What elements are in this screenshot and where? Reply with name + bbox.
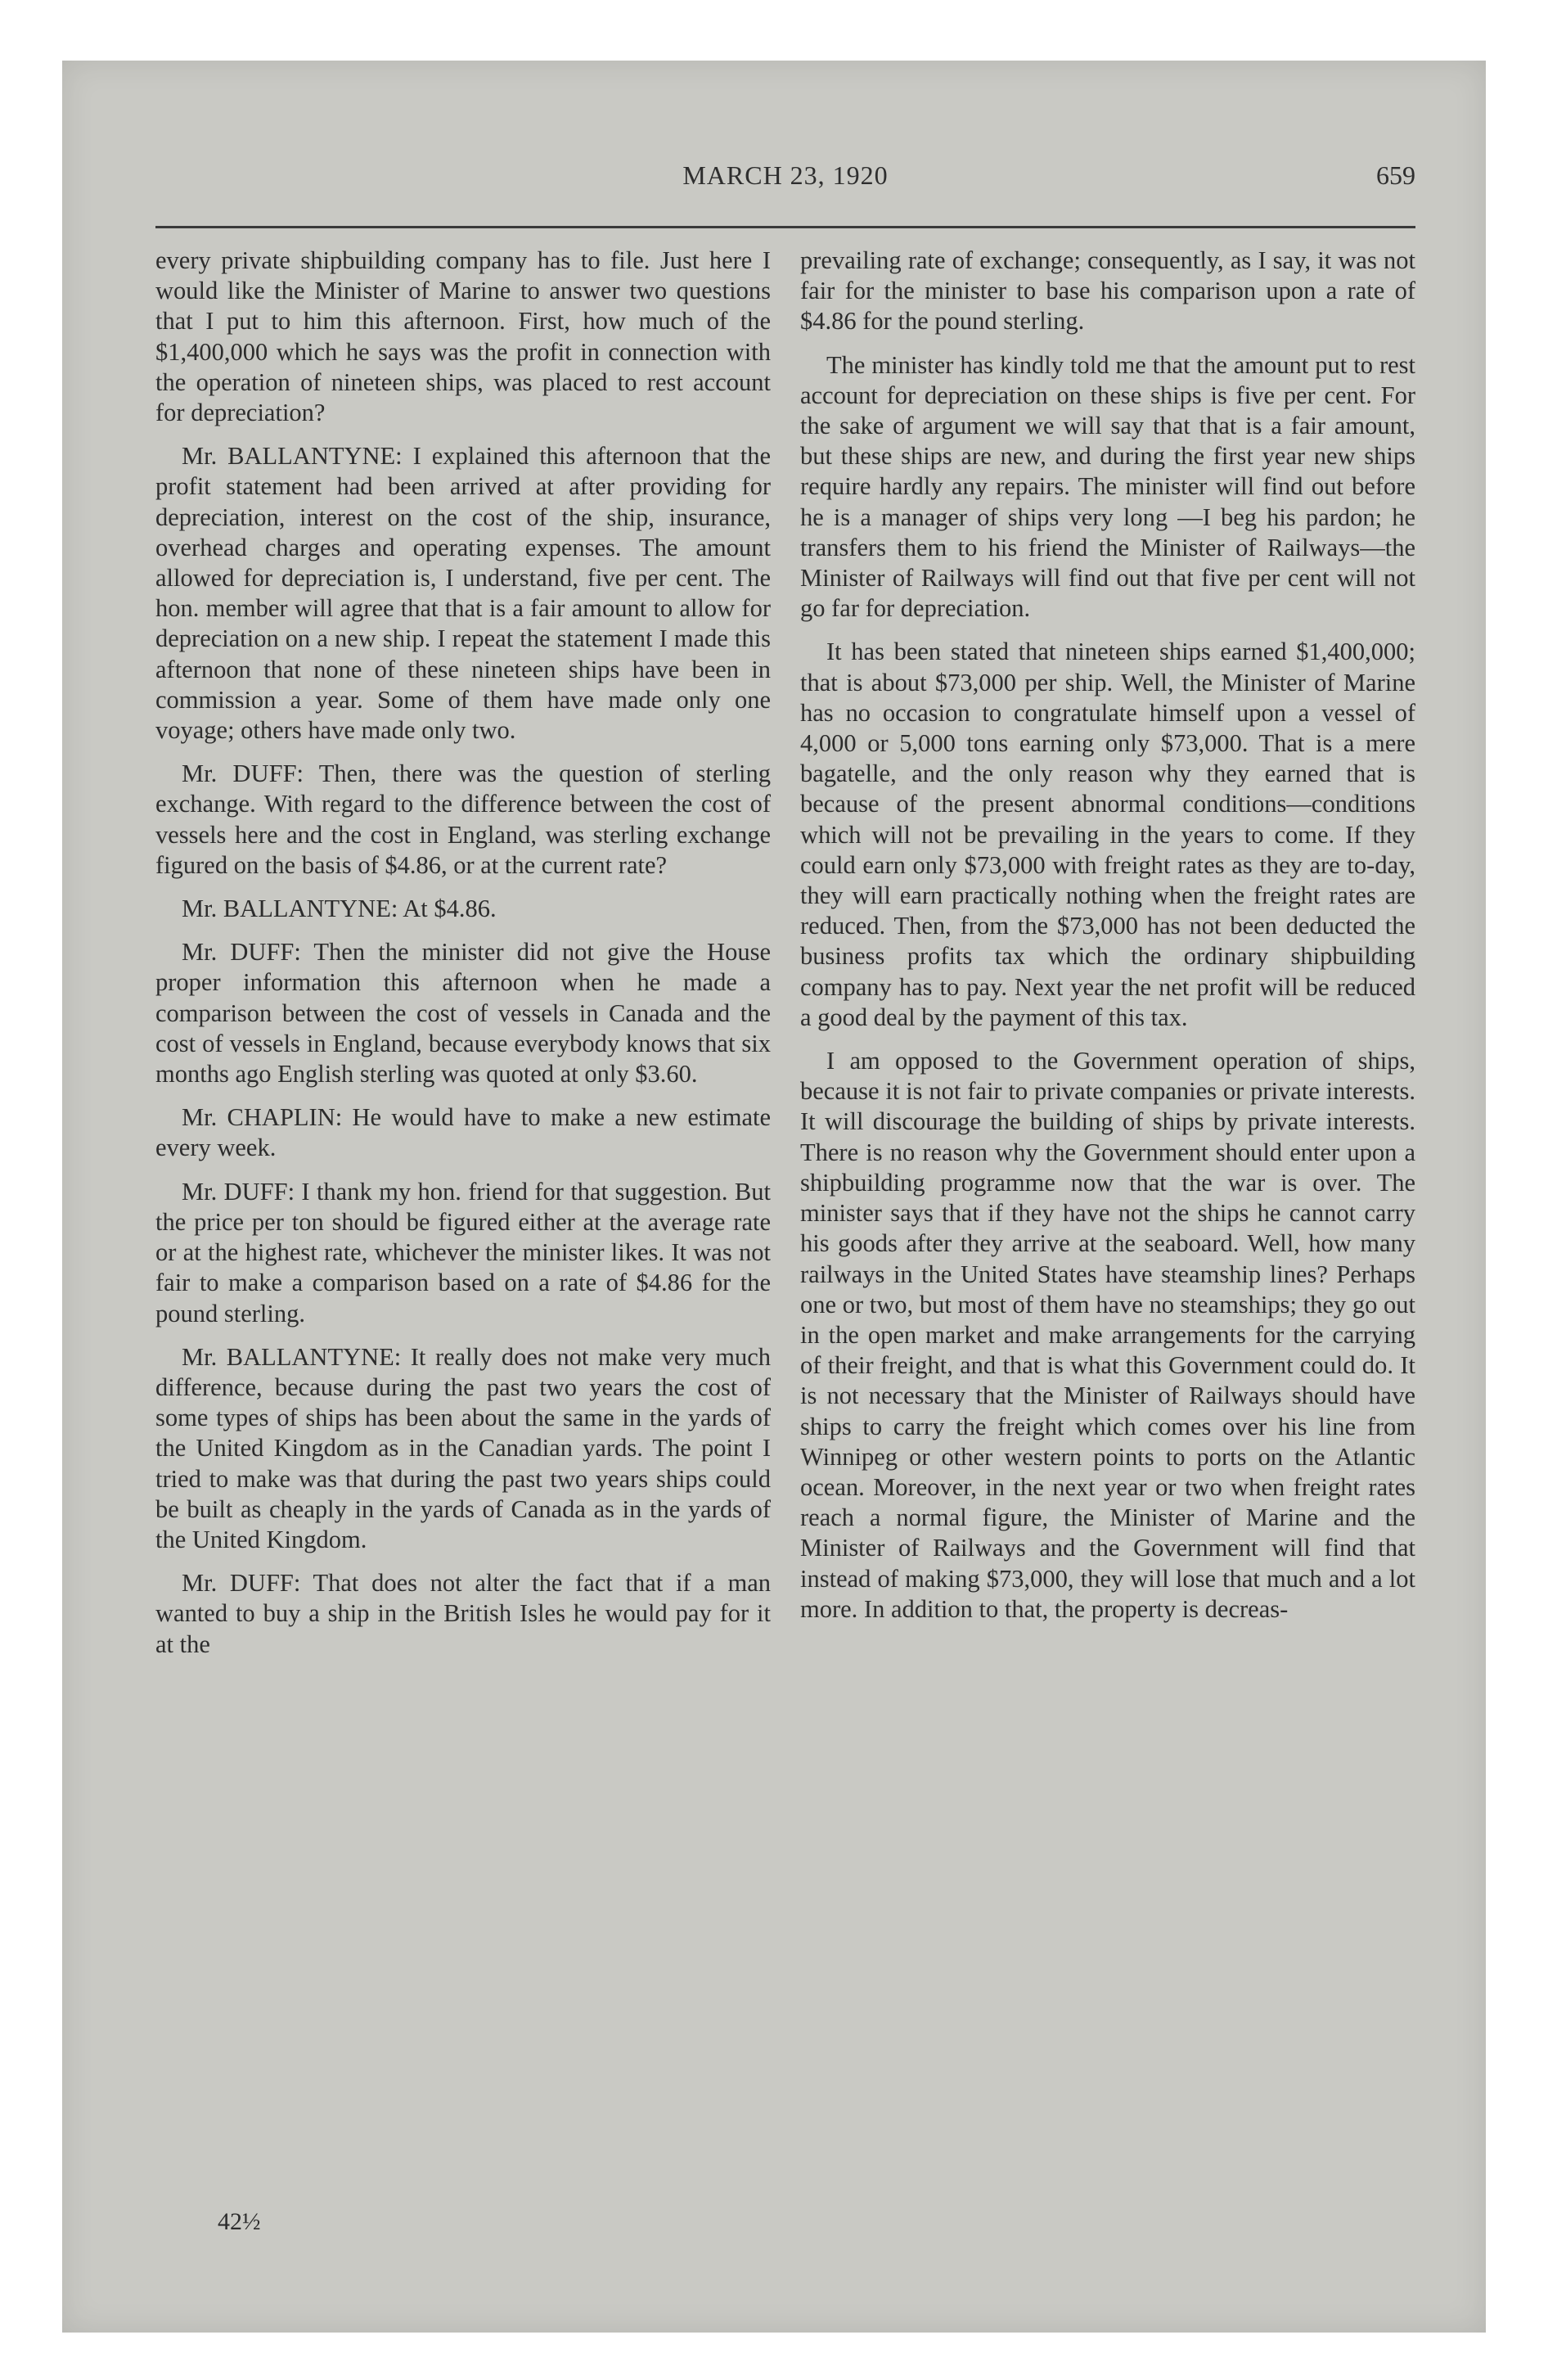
header-date: MARCH 23, 1920 [682,160,889,190]
paragraph: Mr. DUFF: That does not alter the fact that if a man wanted to buy a ship in the British Isles he would pay for it at the [155,1569,771,1658]
paragraph: prevailing rate of exchange; consequently, as I say, it was not fair for the minister to base his comparison upon a rate of $4.86 for the pound sterling. [800,246,1415,336]
left-column [155,246,771,1673]
paragraph: It has been stated that nineteen ships earned $1,400,000; that is about $73,000 per ship. Well, the Minister of Marine has no occasion to congratulate himself upon a vessel of 4,000 or 5,000 tons earning only $73,000. That is a mere bagatelle, and the only reason why they earned that is because of the present abnormal conditions—conditions which will not be prevailing in the years to come. If they could earn only $73,000 with freight rates as they are to-day, they will earn practically nothing when the freight rates are reduced. Then, from the $73,000 has not been deducted the business profits tax which the ordinary shipbuilding company has to pay. Next year the net profit will be reduced a good deal by the payment of this tax. [800,638,1415,1031]
paragraph: Mr. BALLANTYNE: At $4.86. [182,895,497,923]
paragraph: Mr. CHAPLIN: He would have to make a new estimate every week. [155,1103,771,1162]
page-number: 659 [1376,160,1415,190]
page-header [155,160,1415,210]
right-column [800,246,1415,1638]
paragraph: Mr. BALLANTYNE: It really does not make very much difference, because during the past two years the cost of some types of ships has been about the same in the yards of the United Kingdom as in the Canadian yards. The point I tried to make was that during the past two years ships could be built as cheaply in the yards of Canada as in the yards of the United Kingdom. [155,1342,771,1553]
header-rule [155,226,1415,228]
paragraph: Mr. DUFF: Then the minister did not give the House proper information this afternoon when he made a comparison between the cost of vessels in Canada and the cost of vessels in England, because everybody knows that six months ago English sterling was quoted at only $3.60. [155,938,771,1089]
paragraph: I am opposed to the Government operation of ships, because it is not fair to private companies or private interests. It will discourage the building of ships by private interests. There is no reason why the Government should enter upon a shipbuilding programme now that the war is over. The minister says that if they have not the ships he cannot carry his goods after they arrive at the seaboard. Well, how many railways in the United States have steamship lines? Perhaps one or two, but most of them have no steamships; they go out in the open market and make arrangements for the carrying of their freight, and that is what this Government could do. It is not necessary that the Minister of Railways should have ships to carry the freight which comes over his line from Winnipeg or other western points to ports on the Atlantic ocean. Moreover, in the next year or two when freight rates reach a normal figure, the Minister of Marine and the Minister of Railways and the Government will find that instead of making $73,000, they will lose that much and a lot more. In addition to that, the property is decreas- [800,1047,1415,1623]
paragraph: every private shipbuilding company has to file. Just here I would like the Minister of Marine to answer two questions that I put to him this afternoon. First, how much of the $1,400,000 which he says was the profit in connection with the operation of nineteen ships, was placed to rest account for depreciation? [155,246,771,427]
paragraph: Mr. BALLANTYNE: I explained this afternoon that the profit statement had been arrived at after providing for depreciation, interest on the cost of the ship, insurance, overhead charges and operating expenses. The amount allowed for depreciation is, I understand, five per cent. The hon. member will agree that that is a fair amount to allow for depreciation on a new ship. I repeat the statement I made this afternoon that none of these nineteen ships have been in commission a year. Some of them have made only one voyage; others have made only two. [155,442,771,745]
paragraph: The minister has kindly told me that the amount put to rest account for depreciation on these ships is five per cent. For the sake of argument we will say that that is a fair amount, but these ships are new, and during the first year new ships require hardly any repairs. The minister will find out before he is a manager of ships very long —I beg his pardon; he transfers them to his friend the Minister of Railways—the Minister of Railways will find out that five per cent will not go far for depreciation. [800,350,1415,623]
paragraph: Mr. DUFF: I thank my hon. friend for that suggestion. But the price per ton should be figured either at the average rate or at the highest rate, whichever the minister likes. It was not fair to make a comparison based on a rate of $4.86 for the pound sterling. [155,1177,771,1327]
paragraph: Mr. DUFF: Then, there was the question of sterling exchange. With regard to the difference between the cost of vessels here and the cost in England, was sterling exchange figured on the basis of $4.86, or at the current rate? [155,760,771,879]
signature-mark: 42½ [218,2208,261,2235]
